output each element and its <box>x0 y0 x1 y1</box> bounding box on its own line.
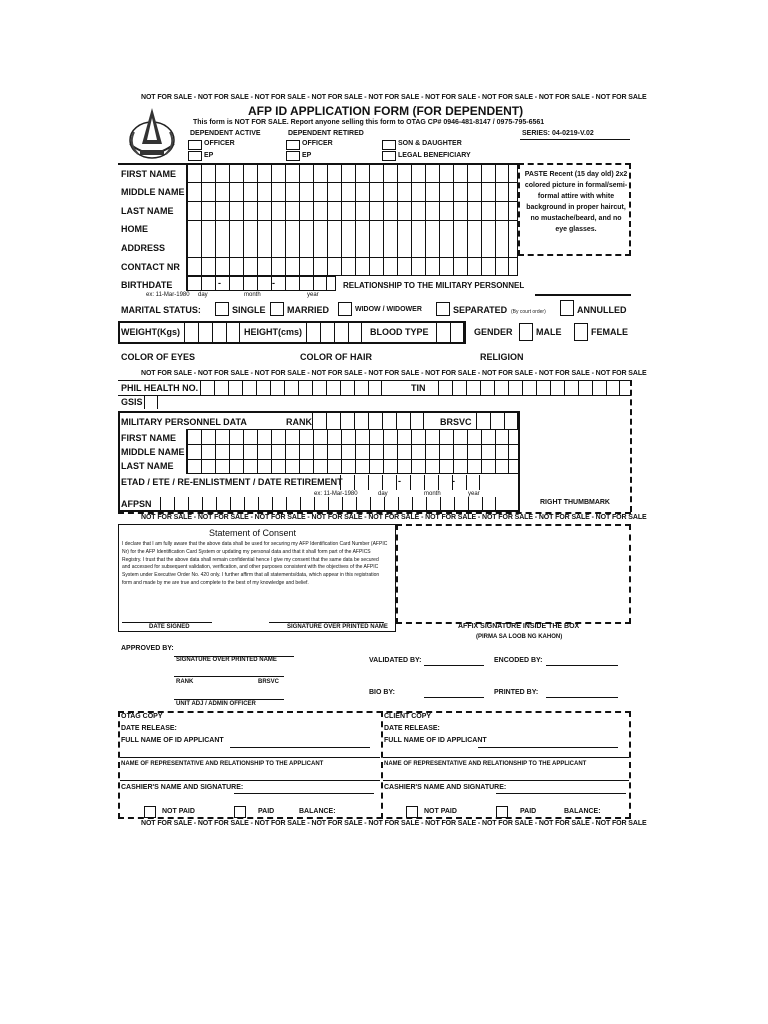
consent-title: Statement of Consent <box>209 528 297 538</box>
otag-copy-label: OTAG COPY <box>121 713 163 720</box>
dep-active-officer-label: OFFICER <box>204 140 235 147</box>
height-field[interactable] <box>306 323 362 342</box>
form-title: AFP ID APPLICATION FORM (FOR DEPENDENT) <box>248 104 524 118</box>
approver-rank-label: RANK <box>176 679 194 685</box>
etad-field[interactable] <box>340 475 480 490</box>
client-paid-checkbox[interactable] <box>496 806 508 818</box>
otag-date-release-label: DATE RELEASE: <box>121 725 177 732</box>
dep-active-ep-label: EP <box>204 152 214 159</box>
otag-balance-label: BALANCE: <box>299 808 336 815</box>
not-for-sale-banner-consent: NOT FOR SALE - NOT FOR SALE - NOT FOR SALE - NOT FOR SALE - NOT FOR SALE - NOT FOR SALE - NOT FOR SALE - NOT FOR SALE - NOT FOR SALE <box>141 514 647 521</box>
client-paid-label: PAID <box>520 808 537 815</box>
form-subtitle: This form is NOT FOR SALE. Report anyone selling this form to OTAG CP# 0946-481-8147 / 0975-795-6561 <box>193 119 545 126</box>
client-representative-label: NAME OF REPRESENTATIVE AND RELATIONSHIP TO THE APPLICANT <box>384 761 587 767</box>
etad-year-hint: year <box>468 491 480 497</box>
separated-label: SEPARATED <box>453 305 508 315</box>
rank-label: RANK <box>286 417 312 427</box>
home-label: HOME <box>121 224 148 234</box>
afp-seal-logo <box>120 104 184 164</box>
dependent-active-label: DEPENDENT ACTIVE <box>190 130 261 137</box>
mil-last-name-label: LAST NAME <box>121 461 174 471</box>
photo-instructions: PASTE Recent (15 day old) 2x2 colored picture in formal/semi-formal attire with white background in proper haircut, no mustache/beard, and no eye glasses. <box>524 171 628 233</box>
brsvc-label: BRSVC <box>440 417 472 427</box>
series-number: SERIES: 04-0219-V.02 <box>522 130 594 137</box>
etad-month-hint: month <box>424 491 441 497</box>
legal-beneficiary-checkbox[interactable] <box>382 151 396 161</box>
gender-label: GENDER <box>474 327 513 337</box>
weight-label: WEIGHT(Kgs) <box>121 327 180 337</box>
middle-name-label: MIDDLE NAME <box>121 187 185 197</box>
client-cashier-label: CASHIER'S NAME AND SIGNATURE: <box>384 784 507 791</box>
etad-day-hint: day <box>378 491 388 497</box>
married-checkbox[interactable] <box>270 302 284 316</box>
afpsn-label: AFPSN <box>121 499 152 509</box>
female-label: FEMALE <box>591 327 628 337</box>
dep-retired-ep-label: EP <box>302 152 312 159</box>
etad-dash-1: - <box>398 476 401 486</box>
otag-not-paid-checkbox[interactable] <box>144 806 156 818</box>
contact-nr-label: CONTACT NR <box>121 262 180 272</box>
approved-by-label: APPROVED BY: <box>121 645 174 652</box>
not-for-sale-banner-top: NOT FOR SALE - NOT FOR SALE - NOT FOR SALE - NOT FOR SALE - NOT FOR SALE - NOT FOR SALE - NOT FOR SALE - NOT FOR SALE - NOT FOR SALE <box>141 94 647 101</box>
approver-signature-label: SIGNATURE OVER PRINTED NAME <box>176 657 277 663</box>
religion-label: RELIGION <box>480 352 524 362</box>
consent-box <box>118 524 396 632</box>
blood-type-label: BLOOD TYPE <box>370 327 429 337</box>
birthdate-example: ex: 11-Mar-1980 <box>146 292 190 298</box>
personal-name-grid[interactable] <box>186 163 518 276</box>
birthdate-field[interactable] <box>186 276 336 291</box>
gsis-label: GSIS <box>121 397 143 407</box>
widow-label: WIDOW / WIDOWER <box>355 306 422 313</box>
male-checkbox[interactable] <box>519 323 533 341</box>
consent-signature-label: SIGNATURE OVER PRINTED NAME <box>287 624 388 630</box>
separated-checkbox[interactable] <box>436 302 450 316</box>
birthdate-label: BIRTHDATE <box>121 280 173 290</box>
married-label: MARRIED <box>287 305 329 315</box>
affix-signature-sub: (PIRMA SA LOOB NG KAHON) <box>476 634 563 640</box>
otag-cashier-label: CASHIER'S NAME AND SIGNATURE: <box>121 784 244 791</box>
tin-field[interactable] <box>438 380 620 395</box>
birthdate-dash-1: - <box>218 278 221 288</box>
etad-dash-2: - <box>452 476 455 486</box>
otag-representative-label: NAME OF REPRESENTATIVE AND RELATIONSHIP TO THE APPLICANT <box>121 761 324 767</box>
etad-example: ex: 11-Mar-1980 <box>314 491 358 497</box>
color-of-eyes-label: COLOR OF EYES <box>121 352 196 362</box>
client-copy-label: CLIENT COPY <box>384 713 432 720</box>
validated-by-label: VALIDATED BY: <box>369 657 422 664</box>
tin-label: TIN <box>411 383 426 393</box>
female-checkbox[interactable] <box>574 323 588 341</box>
client-not-paid-checkbox[interactable] <box>406 806 418 818</box>
dep-retired-ep-checkbox[interactable] <box>286 151 300 161</box>
brsvc-field[interactable] <box>476 413 518 429</box>
legal-beneficiary-label: LEGAL BENEFICIARY <box>398 152 471 159</box>
mil-middle-name-label: MIDDLE NAME <box>121 447 185 457</box>
approver-brsvc-label: BRSVC <box>258 679 280 685</box>
rank-field[interactable] <box>312 413 424 429</box>
relationship-label: RELATIONSHIP TO THE MILITARY PERSONNEL <box>343 281 525 290</box>
first-name-label: FIRST NAME <box>121 169 176 179</box>
single-label: SINGLE <box>232 305 266 315</box>
thumbmark-box[interactable] <box>520 411 630 497</box>
birthdate-year-hint: year <box>307 292 319 298</box>
color-of-hair-label: COLOR OF HAIR <box>300 352 372 362</box>
not-for-sale-banner-mid: NOT FOR SALE - NOT FOR SALE - NOT FOR SALE - NOT FOR SALE - NOT FOR SALE - NOT FOR SALE - NOT FOR SALE - NOT FOR SALE - NOT FOR SALE <box>141 370 647 377</box>
birthdate-dash-2: - <box>272 278 275 288</box>
encoded-by-label: ENCODED BY: <box>494 657 543 664</box>
otag-not-paid-label: NOT PAID <box>162 808 195 815</box>
dep-active-officer-checkbox[interactable] <box>188 140 202 150</box>
bio-by-label: BIO BY: <box>369 689 395 696</box>
etad-label: ETAD / ETE / RE-ENLISTMENT / DATE RETIREMENT <box>121 477 343 487</box>
dep-active-ep-checkbox[interactable] <box>188 151 202 161</box>
court-order-note: (By court order) <box>511 309 546 315</box>
single-checkbox[interactable] <box>215 302 229 316</box>
male-label: MALE <box>536 327 562 337</box>
otag-paid-checkbox[interactable] <box>234 806 246 818</box>
son-daughter-checkbox[interactable] <box>382 140 396 150</box>
not-for-sale-banner-bottom: NOT FOR SALE - NOT FOR SALE - NOT FOR SALE - NOT FOR SALE - NOT FOR SALE - NOT FOR SALE - NOT FOR SALE - NOT FOR SALE - NOT FOR SALE <box>141 820 647 827</box>
gsis-field[interactable] <box>144 395 158 409</box>
otag-full-name-label: FULL NAME OF ID APPLICANT <box>121 737 224 744</box>
date-signed-label: DATE SIGNED <box>149 624 190 630</box>
right-thumbmark-label: RIGHT THUMBMARK <box>540 499 610 506</box>
client-balance-label: BALANCE: <box>564 808 601 815</box>
address-label: ADDRESS <box>121 243 166 253</box>
birthdate-month-hint: month <box>244 292 261 298</box>
philhealth-field[interactable] <box>200 380 382 395</box>
unit-adj-label: UNIT ADJ / ADMIN OFFICER <box>176 701 256 707</box>
marital-status-label: MARITAL STATUS: <box>121 305 201 315</box>
son-daughter-label: SON & DAUGHTER <box>398 140 462 147</box>
widow-checkbox[interactable] <box>338 302 352 316</box>
weight-field[interactable] <box>184 323 240 342</box>
military-name-grid[interactable] <box>186 429 520 474</box>
mil-first-name-label: FIRST NAME <box>121 433 176 443</box>
printed-by-label: PRINTED BY: <box>494 689 539 696</box>
signature-affix-box[interactable] <box>396 524 631 624</box>
military-data-title: MILITARY PERSONNEL DATA <box>121 417 247 427</box>
afpsn-field[interactable] <box>160 497 496 511</box>
dep-retired-officer-label: OFFICER <box>302 140 333 147</box>
dependent-retired-label: DEPENDENT RETIRED <box>288 130 364 137</box>
affix-signature-label: AFFIX SIGNATURE INSIDE THE BOX <box>458 623 580 630</box>
client-date-release-label: DATE RELEASE: <box>384 725 440 732</box>
height-label: HEIGHT(cms) <box>244 327 303 337</box>
dep-retired-officer-checkbox[interactable] <box>286 140 300 150</box>
otag-paid-label: PAID <box>258 808 275 815</box>
last-name-label: LAST NAME <box>121 206 174 216</box>
client-full-name-label: FULL NAME OF ID APPLICANT <box>384 737 487 744</box>
photo-paste-box[interactable] <box>518 163 631 256</box>
blood-type-field[interactable] <box>436 323 464 342</box>
client-not-paid-label: NOT PAID <box>424 808 457 815</box>
annulled-label: ANNULLED <box>577 305 627 315</box>
philhealth-label: PHIL HEALTH NO. <box>121 383 199 393</box>
consent-body: I declare that I am fully aware that the above data shall be used for securing my AFP Identification Card Number (AFPIC Nr) for the AFP Identification Card System or updating my personal data and that it shall form part of the AFPICS Registry. I trust that the above data shall remain confidential hence I give my consent that the same data be secured and accessed for subsequent validation, verification, and other purposes consistent with the objectives of the AFPIC System under Executive Order No. 420 only. I further affirm that all statements/data, which appear in this registration form and made by me are true and complete to the best of my knowledge and belief. <box>122 541 388 586</box>
annulled-checkbox[interactable] <box>560 300 574 316</box>
birthdate-day-hint: day <box>198 292 208 298</box>
